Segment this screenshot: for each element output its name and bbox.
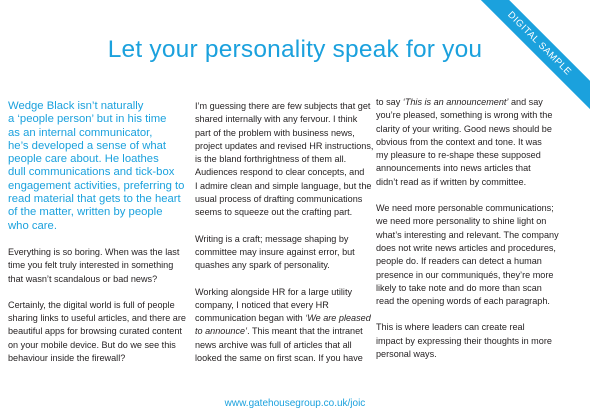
column-2	[195, 100, 374, 378]
footer-url-link[interactable]: www.gatehousegroup.co.uk/joic	[224, 398, 366, 409]
paragraph: Working alongside HR for a large utility company, I noticed that every HR communication began with ‘We are pleased to announce’. This meant that the intranet news archive was full of articles that all looked the same on first scan. If you have	[195, 286, 371, 364]
digital-sample-ribbon: DIGITAL SAMPLE	[472, 0, 590, 111]
paragraph: Everything is so boring. When was the last time you felt truly interested in something that wasn’t scandalous or bad news?	[8, 246, 180, 284]
intro-standfirst: Wedge Black isn’t naturally a ‘people person’ but in his time as an internal communicator, he’s developed a sense of what people care about. He loathes dull communications and tick-box engagement activities, preferring to read material that gets to the heart of the matter, written by people who care.	[8, 100, 185, 232]
paragraph: We need more personable communications; we need more personality to shine light on what’s interesting and relevant. The company does not write news articles and procedures, people do. If readers can detect a human presence in our communiqués, they’re more likely to take note and do more than scan read the opening words of each paragraph.	[376, 203, 559, 307]
paragraph: to say ‘This is an announcement’ and say you’re pleased, something is wrong with the clarity of your writing. Good news should be obvious from the context and tone. It was my pleasure to re-shape these supposed announcements into news articles that didn’t read as if written by committee.	[376, 97, 553, 187]
column-1	[8, 100, 186, 378]
paragraph: Writing is a craft; message shaping by committee may insure against error, but quashes any spark of personality.	[195, 233, 355, 271]
paragraph: Certainly, the digital world is full of people sharing links to useful articles, and there are beautiful apps for browsing curated content on your mobile device. But do we see this behaviour inside the firewall?	[8, 299, 186, 364]
paragraph: I’m guessing there are few subjects that get shared internally with any fervour. I think part of the problem with business news, project updates and revised HR instructions, is the bland forthrightness of them all. Audiences respond to clear concepts, and I admire clean and simple language, but the usual process of drafting communications seems to squeeze out the crafting part.	[195, 101, 374, 218]
column-3	[376, 96, 561, 374]
page-title: Let your personality speak for you	[107, 36, 483, 63]
paragraph: This is where leaders can create real impact by expressing their thoughts in more personal ways.	[376, 322, 552, 360]
